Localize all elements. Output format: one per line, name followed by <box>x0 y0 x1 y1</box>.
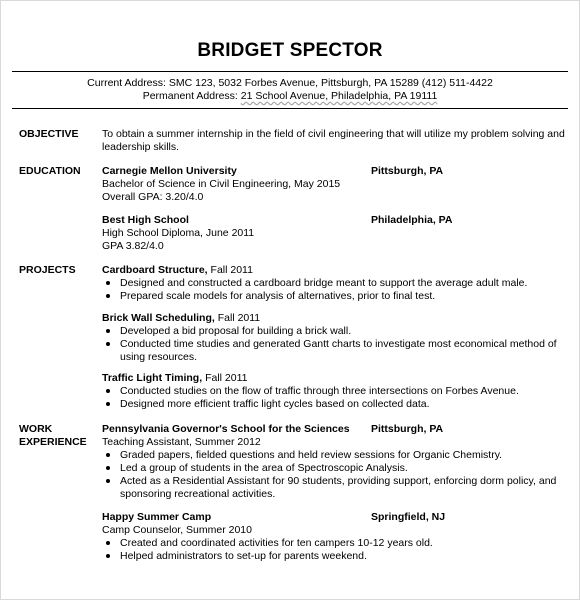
work-label-line-1: WORK <box>19 423 53 435</box>
bullet-item: Conducted time studies and generated Gantt charts to investigate most economical method of using resources. <box>102 338 570 364</box>
bullet-item: Graded papers, fielded questions and held review sessions for Organic Chemistry. <box>102 449 572 462</box>
current-address: Current Address: SMC 123, 5032 Forbes Avenue, Pittsburgh, PA 15289 (412) 511-4422 <box>87 77 493 89</box>
project-bullets <box>102 277 572 303</box>
gpa: GPA 3.82/4.0 <box>102 240 164 252</box>
project-title: Traffic Light Timing, <box>102 372 203 384</box>
degree: High School Diploma, June 2011 <box>102 227 255 239</box>
work-bullets <box>102 537 572 563</box>
project-heading <box>102 264 572 277</box>
project-entry <box>102 372 572 411</box>
project-heading <box>102 312 572 325</box>
permanent-address-label: Permanent Address: <box>142 90 238 102</box>
education-entry <box>102 165 572 204</box>
bullet-item: Designed and constructed a cardboard bridge meant to support the average adult male. <box>102 277 572 290</box>
work-label-line-2: EXPERIENCE <box>19 436 87 448</box>
project-title: Brick Wall Scheduling, <box>102 312 215 324</box>
permanent-address-value: 21 School Avenue, Philadelphia, PA 19111 <box>240 90 438 102</box>
permanent-address <box>0 90 580 103</box>
gpa: Overall GPA: 3.20/4.0 <box>102 191 204 203</box>
header-bottom-rule <box>12 108 568 109</box>
work-role: Teaching Assistant, Summer 2012 <box>102 436 261 448</box>
school-name: Best High School <box>102 214 189 226</box>
degree: Bachelor of Science in Civil Engineering, May 2015 <box>102 178 341 190</box>
work-location: Pittsburgh, PA <box>371 423 444 435</box>
bullet-item: Conducted studies on the flow of traffic through three intersections on Forbes Avenue. <box>102 385 572 398</box>
bullet-item: Designed more efficient traffic light cycles based on collected data. <box>102 398 572 411</box>
project-bullets <box>102 385 572 411</box>
bullet-item: Prepared scale models for analysis of alternatives, prior to final test. <box>102 290 572 303</box>
school-name: Carnegie Mellon University <box>102 165 237 177</box>
bullet-item: Helped administrators to set-up for parents weekend. <box>102 550 572 563</box>
project-bullets <box>102 325 572 364</box>
projects-label: PROJECTS <box>19 264 76 276</box>
school-location: Philadelphia, PA <box>371 214 453 226</box>
objective-label: OBJECTIVE <box>19 128 79 140</box>
work-entry <box>102 423 572 501</box>
project-date: Fall 2011 <box>205 372 248 384</box>
education-entry <box>102 214 572 253</box>
resume-name: BRIDGET SPECTOR <box>197 40 383 61</box>
project-date: Fall 2011 <box>210 264 253 276</box>
work-location: Springfield, NJ <box>371 511 446 523</box>
project-heading <box>102 372 572 385</box>
header-top-rule <box>12 71 568 72</box>
bullet-item: Led a group of students in the area of Spectroscopic Analysis. <box>102 462 572 475</box>
bullet-item: Developed a bid proposal for building a brick wall. <box>102 325 572 338</box>
project-entry <box>102 264 572 303</box>
work-bullets <box>102 449 572 501</box>
work-role: Camp Counselor, Summer 2010 <box>102 524 252 536</box>
bullet-item: Acted as a Residential Assistant for 90 students, providing support, enforcing dorm policy, and sponsoring recreational activities. <box>102 475 570 501</box>
work-org: Happy Summer Camp <box>102 511 212 523</box>
education-label: EDUCATION <box>19 165 81 177</box>
work-entry <box>102 511 572 563</box>
bullet-item: Created and coordinated activities for ten campers 10-12 years old. <box>102 537 572 550</box>
work-label <box>19 423 87 449</box>
project-date: Fall 2011 <box>217 312 261 324</box>
objective-text: To obtain a summer internship in the field of civil engineering that will utilize my problem solving and leadership skills. <box>102 128 565 153</box>
school-location: Pittsburgh, PA <box>371 165 444 177</box>
project-entry <box>102 312 572 364</box>
work-org: Pennsylvania Governor's School for the Sciences <box>102 423 350 435</box>
project-title: Cardboard Structure, <box>102 264 208 276</box>
